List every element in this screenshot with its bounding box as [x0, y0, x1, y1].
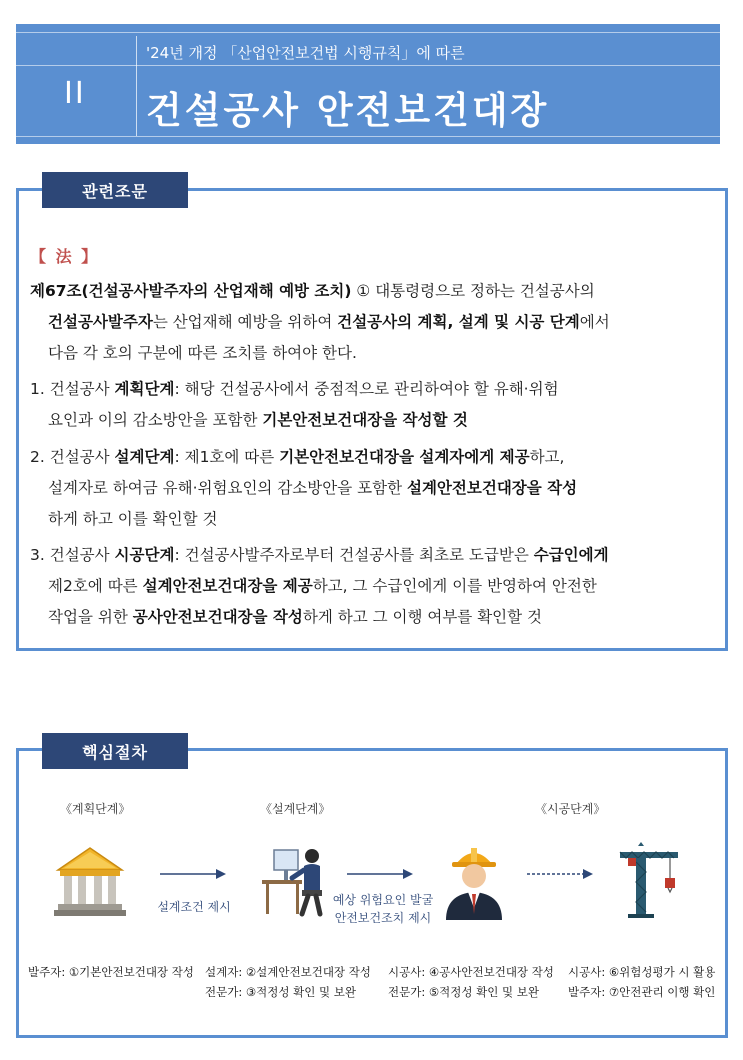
paragraph-line: [30, 405, 718, 436]
bold-span: 설계단계: [114, 448, 175, 466]
label-line: 예상 위험요인 발굴: [332, 893, 434, 907]
bold-span: 건설공사발주자: [48, 313, 153, 331]
text-span: 하고, 그 수급인에게 이를 반영하여 안전한: [312, 577, 597, 595]
text-span: 작업을 위한: [48, 608, 133, 626]
paragraph-line: [30, 602, 718, 633]
paragraph-line: 다음 각 호의 구분에 따른 조치를 하여야 한다.: [48, 344, 357, 362]
crane-icon: [610, 842, 700, 920]
text-span: : 해당 건설공사에서 중점적으로 관리하여야 할 유해·위험: [174, 380, 559, 398]
bold-span: 공사안전보건대장을 작성: [132, 608, 303, 626]
text-span: : 건설공사발주자로부터 건설공사를 최초로 도급받은: [174, 546, 534, 564]
text-span: 에서: [579, 313, 610, 331]
label-line: 안전보건조치 제시: [334, 911, 432, 925]
banner-stripe: [16, 65, 720, 66]
bold-span: 설계안전보건대장을 제공: [142, 577, 313, 595]
list-item-3: [30, 540, 718, 633]
chapter-number: II: [64, 76, 86, 111]
execution-description: [568, 962, 715, 1002]
list-item-1: [30, 374, 718, 436]
description-line: 발주자: ⑦안전관리 이행 확인: [568, 985, 716, 999]
bold-span: 계획단계: [114, 380, 175, 398]
bold-span: 기본안전보건대장을 작성할 것: [262, 411, 468, 429]
page-title: 건설공사 안전보건대장: [146, 89, 550, 132]
building-icon: [50, 842, 130, 920]
text-span: 설계자로 하여금 유해·위험요인의 감소방안을 포함한: [48, 479, 407, 497]
arrow-label-design-conditions: 설계조건 제시: [157, 900, 231, 914]
banner-divider: [136, 36, 137, 136]
contractor-description: [388, 962, 554, 1002]
text-span: ① 대통령령으로 정하는 건설공사의: [351, 282, 595, 300]
bold-span: 기본안전보건대장을 설계자에게 제공: [279, 448, 530, 466]
law-tag: 【 法 】: [30, 247, 100, 266]
paragraph-line: [30, 374, 718, 405]
text-span: 제2호에 따른: [48, 577, 143, 595]
bold-span: 수급인에게: [533, 546, 609, 564]
header-banner: [16, 24, 720, 144]
arrow-right-icon: [158, 868, 228, 880]
description-line: 발주자: ①기본안전보건대장 작성: [28, 965, 194, 979]
paragraph-line: 하게 하고 이를 확인할 것: [48, 510, 218, 528]
paragraph-line: [30, 442, 718, 473]
construction-worker-icon: [438, 842, 510, 920]
text-span: 2. 건설공사: [30, 448, 115, 466]
banner-stripe: [16, 32, 720, 33]
banner-stripe: [16, 136, 720, 137]
arrow-label-risk-identification: [328, 891, 438, 927]
description-line: 전문가: ⑤적정성 확인 및 보완: [388, 985, 540, 999]
description-line: 설계자: ②설계안전보건대장 작성: [205, 965, 371, 979]
text-span: 는 산업재해 예방을 위하여: [152, 313, 338, 331]
designer-icon: [258, 842, 330, 920]
stage-planning: 《계획단계》: [60, 802, 131, 816]
owner-description: [28, 962, 194, 982]
arrow-right-icon: [345, 868, 415, 880]
stage-design: 《설계단계》: [260, 802, 331, 816]
banner-subtitle: '24년 개정 「산업안전보건법 시행규칙」에 따른: [146, 44, 465, 62]
text-span: 3. 건설공사: [30, 546, 115, 564]
bold-span: 시공단계: [114, 546, 175, 564]
paragraph-line: [30, 276, 718, 307]
bold-span: 건설공사의 계획, 설계 및 시공 단계: [337, 313, 580, 331]
paragraph-line: [30, 307, 718, 338]
related-articles-tab: 관련조문: [42, 172, 188, 208]
paragraph-line: [30, 473, 718, 504]
designer-description: [205, 962, 371, 1002]
description-line: 시공사: ⑥위험성평가 시 활용: [568, 965, 716, 979]
paragraph-line: [30, 571, 718, 602]
article-67-paragraph: [30, 276, 718, 369]
text-span: 하고,: [529, 448, 565, 466]
text-span: 요인과 이의 감소방안을 포함한: [48, 411, 263, 429]
stage-construction: 《시공단계》: [535, 802, 606, 816]
text-span: 하게 하고 그 이행 여부를 확인할 것: [302, 608, 543, 626]
article-heading: 제67조(건설공사발주자의 산업재해 예방 조치): [30, 282, 352, 300]
dashed-arrow-right-icon: [525, 868, 595, 880]
list-item-2: [30, 442, 718, 535]
core-procedure-tab: 핵심절차: [42, 733, 188, 769]
description-line: 시공사: ④공사안전보건대장 작성: [388, 965, 554, 979]
paragraph-line: [30, 540, 718, 571]
text-span: 1. 건설공사: [30, 380, 115, 398]
text-span: : 제1호에 따른: [174, 448, 280, 466]
bold-span: 설계안전보건대장을 작성: [406, 479, 578, 497]
description-line: 전문가: ③적정성 확인 및 보완: [205, 985, 357, 999]
